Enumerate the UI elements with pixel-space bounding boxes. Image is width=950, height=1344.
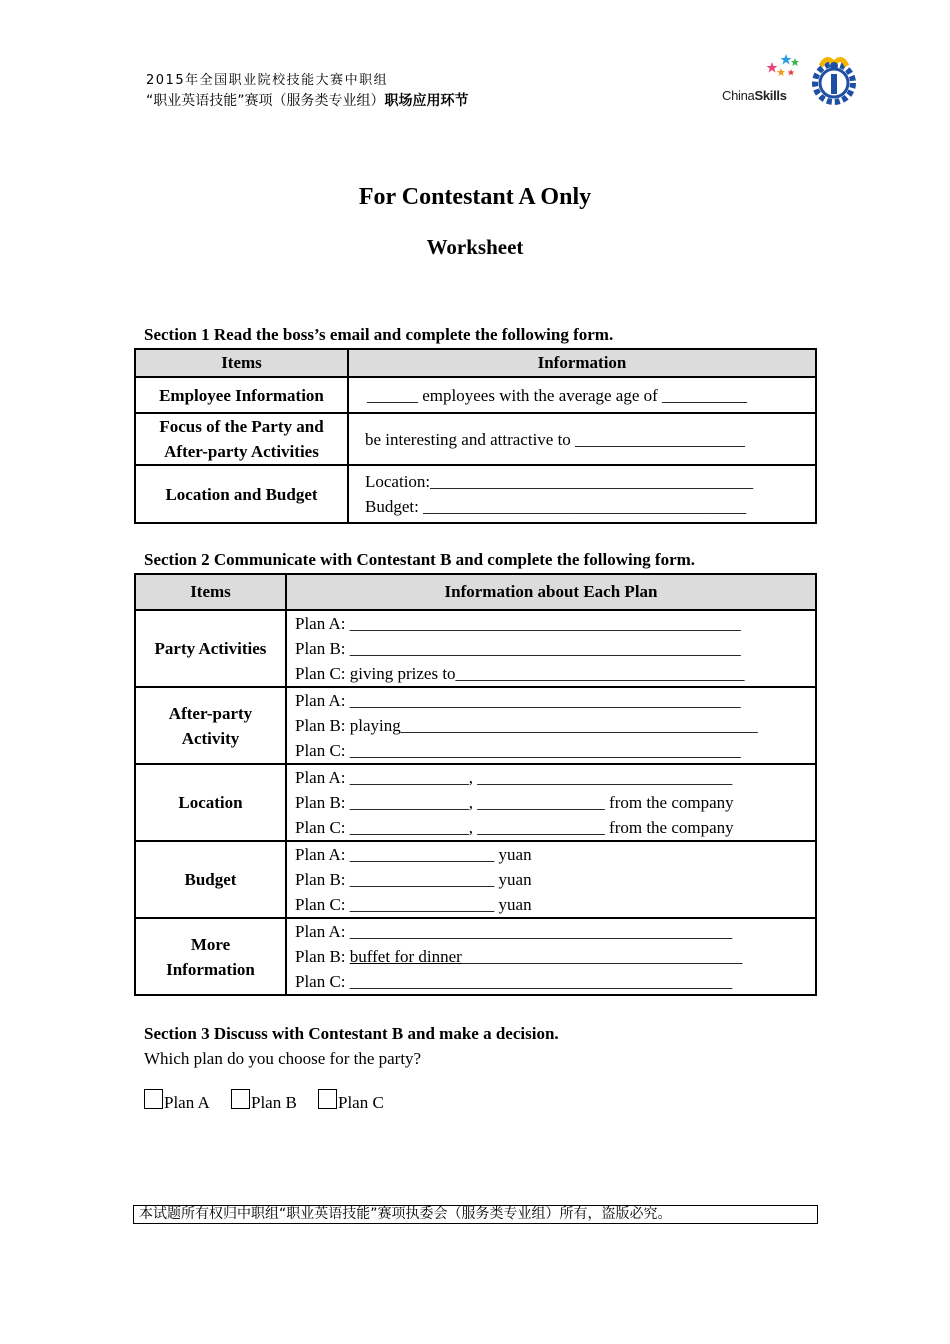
section2-heading: Section 2 Communicate with Contestant B and complete the following form. (144, 550, 696, 569)
filled-answer: buffet for dinner (349, 947, 462, 966)
plan-field[interactable]: Plan B: playing__________________________________________ (295, 716, 758, 735)
plan-field[interactable]: Plan A: _________________ yuan (295, 845, 532, 864)
copyright-footer: 本试题所有权归中职组“职业英语技能”赛项执委会（服务类专业组）所有，盗版必究。 (133, 1205, 818, 1224)
row-label: Location (135, 764, 286, 841)
checkbox-icon (231, 1089, 250, 1109)
plan-field[interactable]: Plan C: giving prizes to__________________________________ (295, 664, 745, 683)
chinaskills-logo-text: ChinaSkills (722, 88, 787, 103)
table-row (135, 377, 816, 413)
section2-col-items: Items (135, 574, 286, 610)
header-event-stage: 职场应用环节 (384, 93, 469, 109)
page-title: For Contestant A Only (358, 184, 592, 210)
plan-field[interactable]: Plan B: _________________ yuan (295, 870, 532, 889)
plan-a-checkbox[interactable]: Plan A (144, 1089, 210, 1113)
location-field[interactable]: Location:______________________________________ (365, 472, 754, 491)
budget-field[interactable]: Budget: ______________________________________ (365, 497, 747, 516)
plan-field[interactable]: Plan B: ______________________________________________ (295, 639, 741, 658)
plan-field[interactable]: Plan A: ______________, ______________________________ (295, 768, 733, 787)
checkbox-icon (144, 1089, 163, 1109)
section2-table (134, 573, 817, 996)
header-event-name: “职业英语技能”赛项（服务类专业组） (146, 93, 385, 109)
plan-field[interactable]: Plan C: _________________ yuan (295, 895, 532, 914)
plan-field[interactable]: Plan C: ______________, _______________ from the company (295, 818, 734, 837)
plan-field[interactable]: Plan C: ______________________________________________ (295, 741, 741, 760)
row-label: Employee Information (135, 377, 348, 413)
plan-field[interactable]: Plan B: ______________, _______________ from the company (295, 793, 734, 812)
row-label: More Information (135, 918, 286, 995)
plan-b-checkbox[interactable]: Plan B (231, 1089, 297, 1113)
section3-heading: Section 3 Discuss with Contestant B and make a decision. (144, 1024, 559, 1043)
checkbox-icon (318, 1089, 337, 1109)
table-row (135, 687, 816, 764)
header-event-title (146, 90, 469, 110)
section1-heading: Section 1 Read the boss’s email and complete the following form. (144, 325, 614, 344)
plan-field[interactable]: Plan A: ______________________________________________ (295, 614, 741, 633)
table-row (135, 413, 816, 465)
section3-question: Which plan do you choose for the party? (144, 1049, 422, 1068)
stars-icon (764, 52, 800, 82)
row-label: Focus of the Party and After-party Activities (135, 413, 348, 465)
row-label: Location and Budget (135, 465, 348, 523)
plan-field[interactable]: Plan A: _____________________________________________ (295, 922, 733, 941)
row-label: Budget (135, 841, 286, 918)
header-competition-title: 2015年全国职业院校技能大赛中职组 (146, 73, 389, 88)
section1-col-info: Information (348, 349, 816, 377)
section1-table (134, 348, 817, 524)
row-label: After-party Activity (135, 687, 286, 764)
plan-field[interactable]: Plan A: ______________________________________________ (295, 691, 741, 710)
plan-field[interactable]: Plan B: buffet for dinner_________________________________ (295, 947, 743, 966)
plan-c-checkbox[interactable]: Plan C (318, 1089, 384, 1113)
focus-field[interactable]: be interesting and attractive to ____________________ (348, 413, 816, 465)
table-row (135, 610, 816, 687)
table-row (135, 764, 816, 841)
section1-col-items: Items (135, 349, 348, 377)
section2-col-info: Information about Each Plan (286, 574, 816, 610)
table-row (135, 465, 816, 523)
gear-emblem-icon (808, 52, 860, 106)
row-label: Party Activities (135, 610, 286, 687)
table-row (135, 841, 816, 918)
page-subtitle: Worksheet (426, 235, 524, 259)
chinaskills-logo (720, 52, 800, 106)
employee-info-field[interactable]: ______ employees with the average age of __________ (348, 377, 816, 413)
plan-field[interactable]: Plan C: _____________________________________________ (295, 972, 733, 991)
table-row (135, 918, 816, 995)
